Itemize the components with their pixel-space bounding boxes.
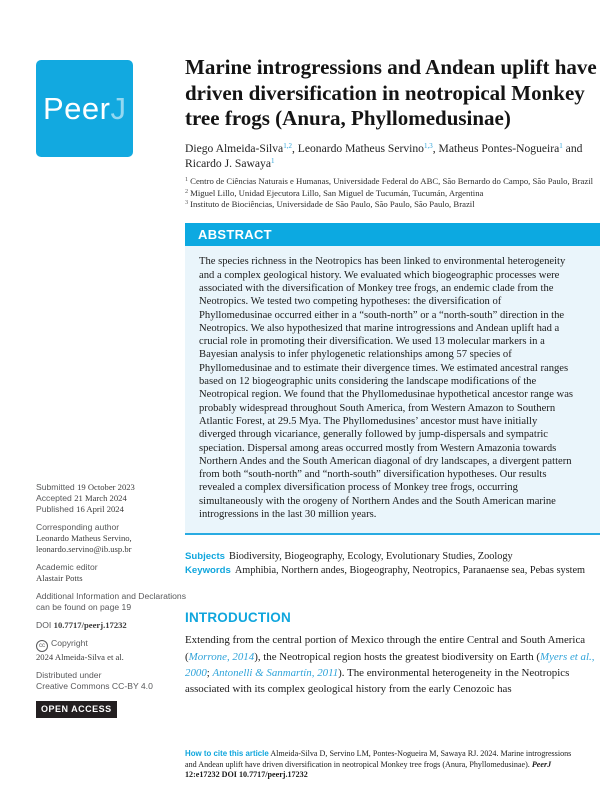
dates-group [36, 482, 192, 515]
accepted-label: Accepted [36, 493, 72, 503]
how-to-cite-label: How to cite this article [185, 749, 269, 758]
open-access-badge: OPEN ACCESS [36, 701, 117, 718]
subjects-keywords-block [185, 550, 600, 578]
abstract-text: The species richness in the Neotropics has been linked to environmental heterogeneity and a complex geological history. We evaluated which biogeographic processes were associated with the diversification of Monkey tree frogs, an endemic clade from the Neotropics. We tested two competing hypotheses: the diversification of Phyllomedusinae occurred either in a “south-north” or a “north-south” direction in the Neotropics. We also hypothesized that marine introgressions and Andean uplift had a crucial role in promoting their diversification. We used 13 molecular markers in a Bayesian analysis to infer phylogenetic relationships among 57 species of Phyllomedusinae and to estimate their divergence times. We estimated ancestral ranges based on 12 biogeographic units considering the landscape modifications of the Neotropical region. We found that the Phyllomedusinae hypothetical ancestor range was probably widespread throughout South America, from Western Amazon to Southern Atlantic Forest, at 29.5 Mya. The Phyllomedusines’ ancestor must have initially diverged through vicariance, generally followed by jump-dispersals and sympatric speciation. Dispersal among areas occurred mostly from Western Amazonia towards Northern Andes and the South American diagonal of dry landscapes, a divergent pattern from both “south-north” and “north-south” diversification hypotheses. Our results revealed a complex diversification process of Monkey tree frogs, occurring simultaneously with the orogeny of Northern Andes and the South American marine introgressions in the last 30 million years. [185, 246, 600, 535]
accepted-date: 21 March 2024 [74, 493, 127, 503]
peerj-logo-j: J [110, 90, 126, 126]
subjects-value: Biodiversity, Biogeography, Ecology, Evolutionary Studies, Zoology [229, 551, 513, 563]
citation-text: Almeida-Silva D, Servino LM, Pontes-Nogueira M, Sawaya RJ. 2024. Marine introgressions and Andean uplift have driven diversification in neotropical Monkey tree frogs (Anura, Phyllomedusinae). PeerJ 12:e17232 DOI 10.7717/peerj.17232 [185, 749, 572, 780]
peerj-logo [36, 60, 133, 157]
article-title: Marine introgressions and Andean uplift have driven diversification in neotropical Monkey tree frogs (Anura, Phyllomedusinae) [185, 55, 597, 131]
subjects-label: Subjects [185, 551, 225, 563]
keywords-value: Amphibia, Northern andes, Biogeography, Neotropics, Paranaense sea, Pebas system [234, 565, 586, 577]
license-line2[interactable]: Creative Commons CC-BY 4.0 [36, 681, 153, 691]
affiliation-2-text: Miguel Lillo, Unidad Ejecutora Lillo, San Miguel de Tucumán, Tucumán, Argentina [190, 187, 484, 198]
article-meta-sidebar [36, 482, 192, 718]
keywords-line [185, 564, 600, 578]
license-line1: Distributed under [36, 670, 102, 680]
doi-value[interactable]: 10.7717/peerj.17232 [53, 620, 127, 630]
creative-commons-icon: cc [36, 640, 48, 652]
academic-editor-group [36, 562, 192, 584]
accepted-line [36, 493, 192, 504]
copyright-line [36, 638, 192, 652]
introduction-heading: INTRODUCTION [185, 610, 291, 626]
submitted-label: Submitted [36, 482, 75, 492]
corresponding-author-label: Corresponding author [36, 522, 120, 532]
license-group [36, 670, 192, 692]
main-column [185, 55, 600, 697]
affiliation-3-marker: 3 [185, 199, 189, 207]
abstract-heading: ABSTRACT [185, 223, 600, 246]
corresponding-author-name: Leonardo Matheus Servino, [36, 533, 132, 543]
academic-editor-name: Alastair Potts [36, 573, 83, 583]
keywords-label: Keywords [185, 565, 231, 577]
author-list: Diego Almeida-Silva$^{1,2}$, Leonardo Matheus Servino$^{1,3}$, Matheus Pontes-Nogueira$^1$ and Ricardo J. Sawaya$^1$ [185, 141, 583, 171]
copyright-holder: 2024 Almeida-Silva et al. [36, 652, 124, 662]
copyright-label: Copyright [51, 638, 88, 648]
introduction-paragraph: Extending from the central portion of Mexico through the entire Central and South America (Morrone, 2014), the Neotropical region hosts the greatest biodiversity on Earth (Myers et al., 2000; Antonelli & Sanmartín, 2011). The environmental heterogeneity in the Neotropics associated with its complex geological history from the early Cenozoic has [185, 634, 595, 695]
affiliation-2-marker: 2 [185, 187, 189, 195]
affiliation-1-text: Centro de Ciências Naturais e Humanas, Universidade Federal do ABC, São Bernardo do Campo, São Paulo, Brazil [190, 176, 594, 187]
subjects-line [185, 550, 600, 564]
abstract-section [185, 223, 600, 535]
copyright-group [36, 638, 192, 663]
affiliation-1-marker: 1 [185, 176, 189, 184]
published-label: Published [36, 504, 74, 514]
peerj-logo-text: Peer [43, 90, 111, 126]
affiliation-1 [185, 176, 600, 187]
published-line [36, 504, 192, 515]
doi-label: DOI [36, 620, 52, 630]
submitted-date: 19 October 2023 [77, 482, 135, 492]
how-to-cite-footer [185, 749, 583, 781]
affiliation-3 [185, 199, 600, 210]
corresponding-author-email[interactable]: leonardo.servino@ib.usp.br [36, 544, 132, 554]
affiliation-2 [185, 188, 600, 199]
additional-info-note: Additional Information and Declarations can be found on page 19 [36, 591, 187, 612]
corresponding-author-group [36, 522, 192, 555]
affiliation-3-text: Instituto de Biociências, Universidade de São Paulo, São Paulo, São Paulo, Brazil [190, 199, 475, 210]
affiliation-list [185, 176, 600, 210]
submitted-line [36, 482, 192, 493]
academic-editor-label: Academic editor [36, 562, 98, 572]
doi-line [36, 620, 192, 631]
published-date: 16 April 2024 [76, 504, 124, 514]
